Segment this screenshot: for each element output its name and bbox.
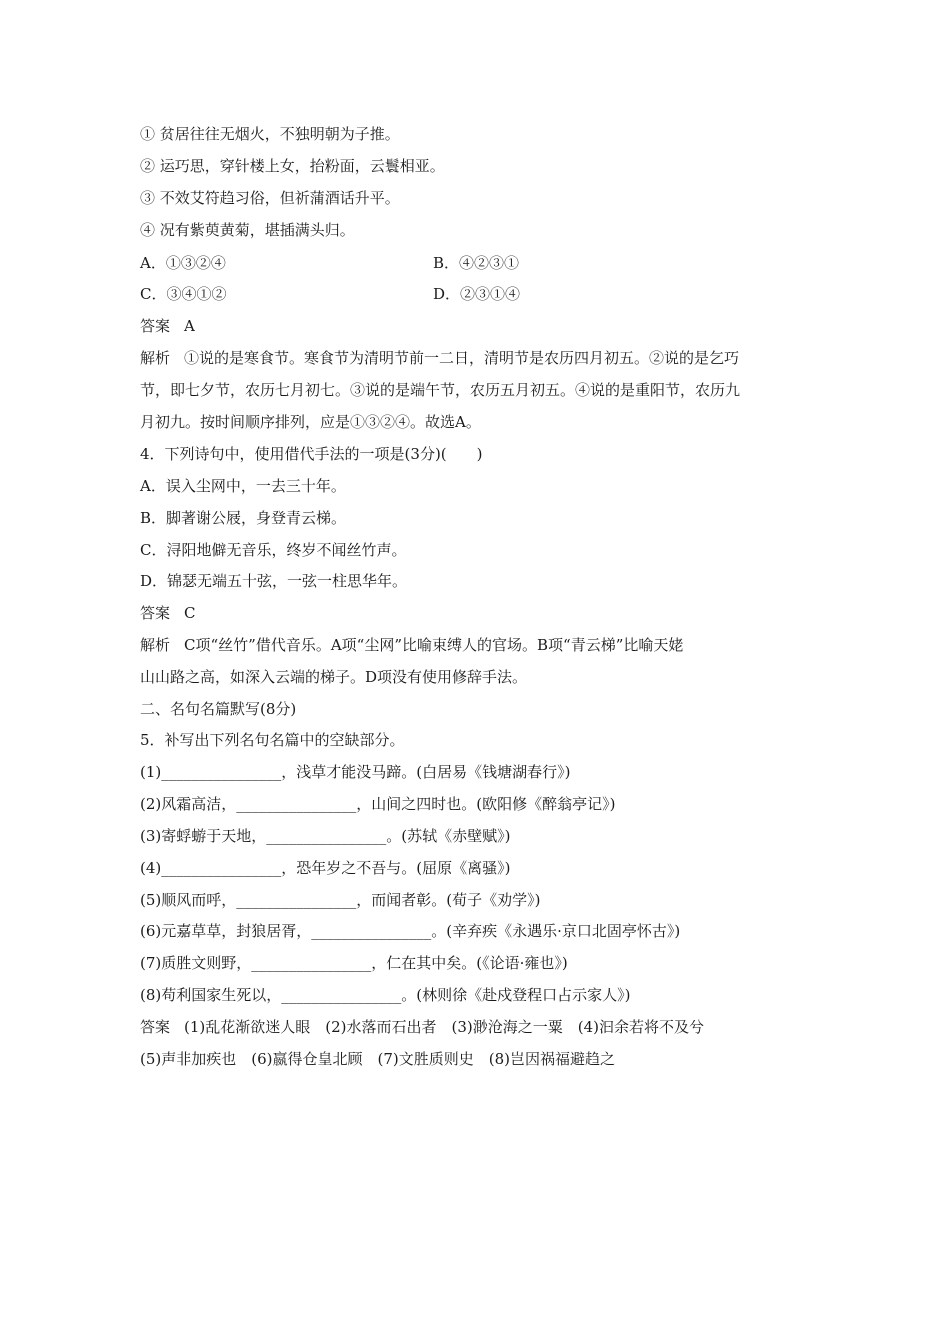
analysis-label: 解析 [140, 636, 171, 654]
answer-value: A [184, 317, 195, 335]
blank-item-8: (8)苟利国家生死以，________________。(林则徐《赴戍登程口占示家人》) [140, 986, 631, 1004]
q4-option-b: B．脚著谢公屐，身登青云梯。 [140, 509, 347, 527]
blank-item-5: (5)顺风而呼，________________，而闻者彰。(荀子《劝学》) [140, 891, 541, 909]
poem-item-1: ① 贫居往往无烟火，不独明朝为子推。 [140, 125, 400, 143]
blank-item-3: (3)寄蜉蝣于天地，________________。(苏轼《赤壁赋》) [140, 827, 511, 845]
blank-item-1: (1)________________，浅草才能没马蹄。(白居易《钱塘湖春行》) [140, 763, 571, 781]
q3-option-d: D．②③①④ [433, 285, 521, 303]
blank-item-7: (7)质胜文则野，________________，仁在其中矣。(《论语·雍也》) [140, 954, 568, 972]
q3-answer [140, 316, 195, 336]
q3-analysis-line-2: 节，即七夕节，农历七月初七。③说的是端午节，农历五月初五。④说的是重阳节，农历九 [140, 381, 741, 399]
q3-analysis-line-1 [140, 348, 739, 368]
blank-item-6: (6)元嘉草草，封狼居胥，________________。(辛弃疾《永遇乐·京口北固亭怀古》) [140, 922, 681, 940]
q5-answer-line-1 [140, 1017, 704, 1037]
q4-option-a: A．误入尘网中，一去三十年。 [140, 477, 346, 495]
poem-item-3: ③ 不效艾符趋习俗，但祈蒲酒话升平。 [140, 189, 400, 207]
q3-analysis-line-3: 月初九。按时间顺序排列，应是①③②④。故选A。 [140, 413, 481, 431]
q3-option-b: B．④②③① [433, 254, 520, 272]
analysis-text: C项“丝竹”借代音乐。A项“尘网”比喻束缚人的官场。B项“青云梯”比喻天姥 [184, 636, 684, 654]
q4-option-c: C．浔阳地僻无音乐，终岁不闻丝竹声。 [140, 541, 407, 559]
q5-answer-line-2: (5)声非加疾也 (6)嬴得仓皇北顾 (7)文胜质则史 (8)岂因祸福避趋之 [140, 1050, 615, 1068]
analysis-text: ①说的是寒食节。寒食节为清明节前一二日，清明节是农历四月初五。②说的是乞巧 [184, 349, 740, 367]
blank-item-4: (4)________________，恐年岁之不吾与。(屈原《离骚》) [140, 859, 511, 877]
answer-value: C [184, 604, 196, 622]
answer-label: 答案 [140, 1018, 171, 1036]
answer-label: 答案 [140, 604, 171, 622]
q5-stem: 5．补写出下列名句名篇中的空缺部分。 [140, 731, 405, 749]
q3-option-c: C．③④①② [140, 285, 227, 303]
q4-analysis-line-1 [140, 635, 683, 655]
section-heading: 二、名句名篇默写(8分) [140, 700, 297, 718]
q4-answer [140, 603, 196, 623]
poem-item-4: ④ 况有紫萸黄菊，堪插满头归。 [140, 221, 355, 239]
q3-option-a: A．①③②④ [140, 254, 226, 272]
analysis-label: 解析 [140, 349, 171, 367]
q4-analysis-line-2: 山山路之高，如深入云端的梯子。D项没有使用修辞手法。 [140, 668, 528, 686]
q4-option-d: D．锦瑟无端五十弦，一弦一柱思华年。 [140, 572, 408, 590]
poem-item-2: ② 运巧思，穿针楼上女，抬粉面，云鬟相亚。 [140, 157, 445, 175]
q4-stem: 4．下列诗句中，使用借代手法的一项是(3分)( ) [140, 445, 483, 463]
blank-item-2: (2)风霜高洁，________________，山间之四时也。(欧阳修《醉翁亭记》) [140, 795, 616, 813]
answer-text: (1)乱花渐欲迷人眼 (2)水落而石出者 (3)渺沧海之一粟 (4)汩余若将不及兮 [184, 1018, 705, 1036]
answer-label: 答案 [140, 317, 171, 335]
